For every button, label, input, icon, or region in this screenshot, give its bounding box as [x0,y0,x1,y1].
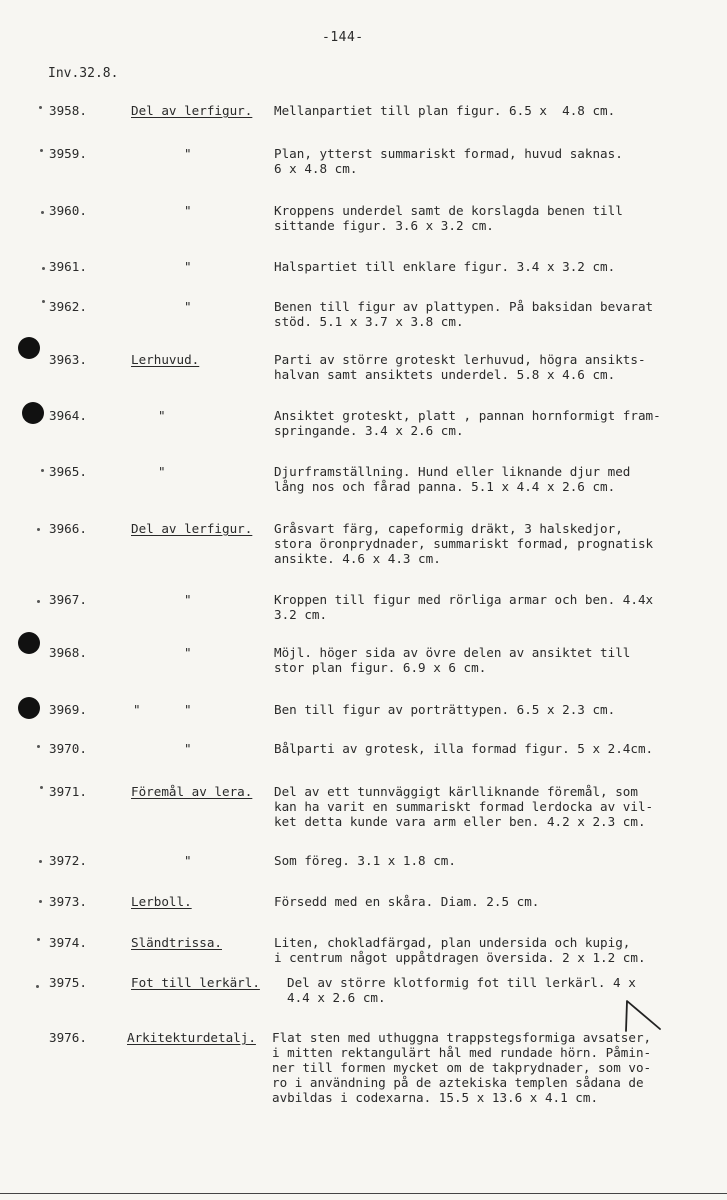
description-line: Halspartiet till enklare figur. 3.4 x 3.2 cm. [274,259,616,274]
description-line: 6 x 4.8 cm. [274,161,358,176]
inventory-label: Inv.32.8. [48,66,119,81]
ditto-mark: " [184,146,192,161]
margin-tick [40,149,43,152]
ditto-mark: " [184,702,192,717]
entry-number: 3976. [49,1030,87,1045]
entry-number: 3974. [49,935,87,950]
description-line: Möjl. höger sida av övre delen av ansiktet till [274,645,631,660]
description-line: stor plan figur. 6.9 x 6 cm. [274,660,487,675]
entry-description [274,592,722,622]
bullet-mark [22,402,44,424]
entry-description [274,521,722,566]
entry-number: 3973. [49,894,87,909]
description-line: avbildas i codexarna. 15.5 x 13.6 x 4.1 cm. [272,1090,599,1105]
margin-tick [39,106,42,109]
ditto-mark: " [133,702,141,717]
entry-number: 3959. [49,146,87,161]
entry-number: 3966. [49,521,87,536]
description-line: 3.2 cm. [274,607,328,622]
description-line: ro i användning på de aztekiska templen sådana de [272,1075,644,1090]
ditto-mark: " [184,741,192,756]
ditto-mark: " [184,203,192,218]
description-line: Liten, chokladfärgad, plan undersida och kupig, [274,935,631,950]
entry-description [274,259,722,274]
entry-number: 3969. [49,702,87,717]
entry-category: Föremål av lera. [131,784,253,799]
entry-description [274,203,722,233]
margin-tick [42,300,45,303]
entry-description [274,894,722,909]
entry-category: Arkitekturdetalj. [127,1030,256,1045]
description-line: Kroppens underdel samt de korslagda benen till [274,203,623,218]
entry-category: Lerboll. [131,894,192,909]
entry-number: 3965. [49,464,87,479]
description-line: ansikte. 4.6 x 4.3 cm. [274,551,441,566]
description-line: kan ha varit en summariskt formad lerdocka av vil- [274,799,654,814]
description-line: sittande figur. 3.6 x 3.2 cm. [274,218,494,233]
entry-number: 3967. [49,592,87,607]
description-line: Försedd med en skåra. Diam. 2.5 cm. [274,894,540,909]
entry-description [274,352,722,382]
margin-tick [36,985,39,988]
margin-tick [37,938,40,941]
description-line: Ben till figur av porträttypen. 6.5 x 2.3 cm. [274,702,616,717]
description-line: Gråsvart färg, capeformig dräkt, 3 halskedjor, [274,521,623,536]
margin-tick [42,267,45,270]
description-line: Ansiktet groteskt, platt , pannan hornformigt fram- [274,408,661,423]
description-line: Del av större klotformig fot till lerkärl. 4 x [287,975,636,990]
entry-description [272,1030,720,1105]
description-line: stöd. 5.1 x 3.7 x 3.8 cm. [274,314,464,329]
description-line: springande. 3.4 x 2.6 cm. [274,423,464,438]
margin-tick [37,600,40,603]
ditto-mark: " [184,299,192,314]
description-line: 4.4 x 2.6 cm. [287,990,386,1005]
entry-description [274,935,722,965]
check-mark-icon [618,995,666,1035]
margin-tick [37,528,40,531]
bullet-mark [18,337,40,359]
description-line: Som föreg. 3.1 x 1.8 cm. [274,853,456,868]
entry-number: 3968. [49,645,87,660]
entry-description [274,464,722,494]
entry-description [274,146,722,176]
entry-description [274,299,722,329]
margin-tick [37,745,40,748]
description-line: lång nos och fårad panna. 5.1 x 4.4 x 2.6 cm. [274,479,616,494]
margin-tick [41,211,44,214]
description-line: Mellanpartiet till plan figur. 6.5 x 4.8 cm. [274,103,616,118]
entry-category: Fot till lerkärl. [131,975,260,990]
entry-number: 3970. [49,741,87,756]
description-line: i centrum något uppåtdragen översida. 2 x 1.2 cm. [274,950,646,965]
ditto-mark: " [184,853,192,868]
entry-number: 3962. [49,299,87,314]
entry-description [274,103,722,118]
description-line: stora öronprydnader, summariskt formad, prognatisk [274,536,654,551]
entry-number: 3963. [49,352,87,367]
entry-category: Del av lerfigur. [131,521,253,536]
page-number: -144- [322,30,364,45]
entry-number: 3960. [49,203,87,218]
description-line: i mitten rektangulärt hål med rundade hörn. Påmin- [272,1045,652,1060]
entry-number: 3975. [49,975,87,990]
bullet-mark [18,632,40,654]
entry-description [274,702,722,717]
entry-category: Sländtrissa. [131,935,222,950]
ditto-mark: " [184,259,192,274]
entry-category: Lerhuvud. [131,352,200,367]
bullet-mark [18,697,40,719]
entry-category: Del av lerfigur. [131,103,253,118]
entry-description [274,784,722,829]
entry-description [274,741,722,756]
description-line: ner till formen mycket om de takprydnader, som vo- [272,1060,652,1075]
description-line: Djurframställning. Hund eller liknande djur med [274,464,631,479]
ditto-mark: " [184,645,192,660]
entry-description [274,408,722,438]
description-line: halvan samt ansiktets underdel. 5.8 x 4.6 cm. [274,367,616,382]
description-line: Benen till figur av plattypen. På baksidan bevarat [274,299,654,314]
bottom-rule [0,1193,727,1194]
description-line: Del av ett tunnväggigt kärlliknande föremål, som [274,784,638,799]
entry-number: 3971. [49,784,87,799]
margin-tick [40,786,43,789]
description-line: Parti av större groteskt lerhuvud, högra ansikts- [274,352,646,367]
ditto-mark: " [158,408,166,423]
description-line: Plan, ytterst summariskt formad, huvud saknas. [274,146,623,161]
margin-tick [39,900,42,903]
entry-number: 3958. [49,103,87,118]
entry-number: 3972. [49,853,87,868]
entry-description [274,645,722,675]
description-line: Bålparti av grotesk, illa formad figur. 5 x 2.4cm. [274,741,654,756]
ditto-mark: " [184,592,192,607]
description-line: Kroppen till figur med rörliga armar och ben. 4.4x [274,592,654,607]
description-line: ket detta kunde vara arm eller ben. 4.2 x 2.3 cm. [274,814,646,829]
ditto-mark: " [158,464,166,479]
margin-tick [41,469,44,472]
entry-number: 3964. [49,408,87,423]
entry-number: 3961. [49,259,87,274]
description-line: Flat sten med uthuggna trappstegsformiga avsatser, [272,1030,652,1045]
entry-description [274,853,722,868]
margin-tick [39,860,42,863]
